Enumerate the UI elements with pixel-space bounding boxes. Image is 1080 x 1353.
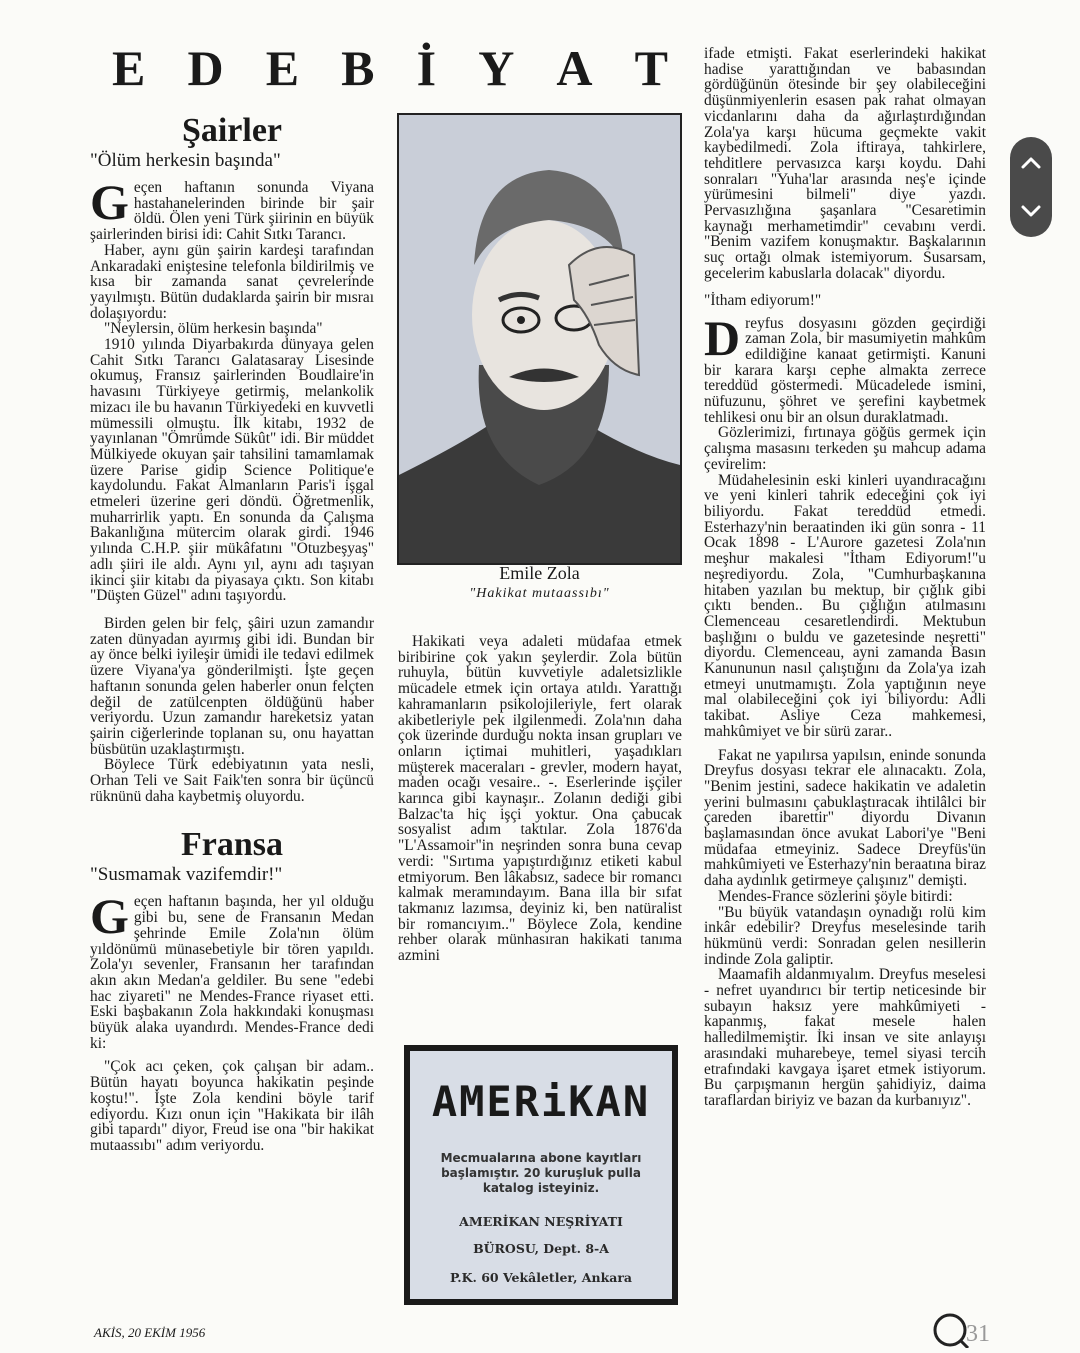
masthead-letter: İ [416,40,437,96]
issue-footer: AKİS, 20 EKİM 1956 [94,1325,206,1340]
paragraph: Fakat ne yapılırsa yapılsın, eninde sonunda Dreyfus dosyası tekrar ele alınacaktı. Zola, "Benim jestini, sadece hakikatin ve adaletin yerini bulmasını çabuklaştıracak ihtilâlci bir çareden ibarettir" diyordu Divanın başlamasından önce avukat Labori'ye "Beni müdafaa etmeyiniz. Sadece Dreyfüs'ün mahkûmiyeti ve Esterhazy'nin beraatına biraz daha aydınlık getirmeye çalışınız" demişti. [704,746,986,890]
ad-department: BÜROSU, Dept. 8-A [473,1241,609,1256]
paragraph: "Neylersin, ölüm herkesin başında" [104,320,323,338]
masthead-letter: A [556,40,593,96]
masthead-letter: E [265,40,300,96]
section-title-sairler: Şairler [181,112,283,149]
ad-title: AMERiKAN [431,1077,651,1126]
paragraph: Geçen haftanın başında, her yıl olduğu gibi bu, sene de Fransanın Medan şehrinde Emile Zola'nın ölüm yıldönümü münasebetiyle bir tören yapıldı. Zola'yı sevenler, Fransanın her tarafından akın akın Medan'a geldiler. Bu sene "edebi hac ziyareti" ne Mendes-France riyaset etti. Eski başbakanın Zola hakkındaki konuşması büyük alaka uyandırdı. Mendes-France dedi ki: [90,888,374,1052]
ad-body: Mecmualarına abone kayıtları başlamıştır. 20 kuruşluk pulla katalog isteyiniz. [440,1151,642,1195]
paragraph: ifade etmişti. Fakat eserlerindeki hakikat hadise yarattığından ve babasından gördüğünün ötesinde bir şey olabileceğini düşünmiyenlerin esasen pak rahat olmayan vicdanlarını daha da ağırlaştırdığından Zola'ya karşı hücuma geçmekte vakit kaybedilmedi. Zola iftiraya, tahkirlere, tehditlere pervasızca karşı koydu. Dahi sonraları "Yuha'lar arasında neş'e içinde yürümesini bilmeli" diye yazdı. Pervasızlığına şaşanlara "Cesaretimin kaynağı merhametimdir" cevabını verdi. "Benim vazifem konuşmaktır. Başkalarının suç ortağı olmak istemiyorum. Susarsam, gecelerim kabuslarla dolacak" diyordu. [704,45,986,282]
paragraph: Müdahelesinin eski kinleri uyandıracağını ve yeni kinleri tahrik edeceğini çok iyi biliyordu. Fakat tereddüd etmedi. Esterhazy'nin beraatinden iki gün sonra - 11 Ocak 1898 - L'Aurore gazetesi Zola'nın meşhur makalesi "İtham Ediyorum!"u neşrediyordu. Zola, "Cumhurbaşkanına hitaben yazılan bu mektup, bir çığlık gibi çıktı benden.. Bu çığlığın atılmasını Clemenceau cesaretlendirdi. Mektubun başlığını o buldu ve gazetesinde neşretti" diyordu. Clemenceau, ayni zamanda Basın Kanununun nasıl çalıştığını da Zola'ya izah etmeyi unutmamıştı. Zola yaptığının neye mal olabileceğini çok iyi biliyordu: Adli takibat. Asliye Ceza mahkemesi, mahkûmiyet ve bir sürü zarar.. [704,471,986,740]
chevron-down-icon [1010,187,1052,237]
section-subtitle: "Susmamak vazifemdir!" [90,864,283,886]
ad-address: P.K. 60 Vekâletler, Ankara [449,1270,633,1285]
subheading: "İtham ediyorum!" [704,291,822,309]
masthead-letter: Y [478,40,515,96]
drop-cap: D [704,309,741,366]
paragraph: Geçen haftanın sonunda Viyana hastahanelerinden birinde bir şair öldü. Ölen yeni Türk şiirinin en büyük şairlerinden birisi idi: Cahit Sıtkı Tarancı. [90,174,374,244]
middle-column [398,634,682,964]
paragraph: Gözlerimizi, fırtınaya göğüs germek için çalışma masasını terkeden şu mahcup adama çevirelim: [704,424,986,473]
advertisement-box [404,1045,678,1305]
paragraph: "Çok acı çeken, çok çalışan bir adam.. Bütün hayatı boyunca hakikatin peşinde koştu!". İşte Zola kendini böyle tarif ediyordu. Kızı onun için "Hakikata bir ilâh gibi tapardı" diyor, Freud ise ona "bir hakikat mutaassıbı" adım veriyordu. [90,1058,374,1154]
portrait-illustration [399,115,680,563]
paragraph: Böylece Türk edebiyatının yata nesli, Orhan Teli ve Sait Faik'ten sonra bir üçüncü rüknünü daha kaybetmiş oluyordu. [90,756,374,805]
paragraph: 1910 yılında Diyarbakırda dünyaya gelen Cahit Sıtkı Tarancı Galatasaray Lisesinde okumuş, Fransız şairlerinden Boudlaire'in havasını Türkiyeye getirmiş, melankolik mizacı ile bu havanın Türkiyedeki en kuvvetli mümessili olmuştu. İlk kitabı, 1932 de yayınlanan "Ömrümde Sükût" idi. Bir müddet Mülkiyede okuyan şair tahsilini tamamlamak üzere Parise gidip Science Politique'e kaydolundu. Fakat Almanların Paris'i işgal etmeleri üzerine geri döndü. Öğretmenlik, muharrirlik yaptı. En sonunda da Çalışma Bakanlığına mütercim olarak girdi. 1946 yılında C.H.P. şiir mükâfatını "Otuzbeşyaş" adlı şiiri ile aldı. Aynı yıl, aynı adı taşıyan ikinci şiir kitabı da piyasaya çıktı. Son kitabı "Düşten Güzel" adını taşıyordu. [90,336,374,605]
left-column [90,112,374,1154]
paragraph: Dreyfus dosyasını gözden geçirdiği zaman Zola, bir masumiyetin mahkûm edildiğine kanaat getirmişti. Kanuni bir karara karşı cephe almakta zerrece tereddüd göstermedi. Mücadelede ismini, nüfuzunu, şöhret ve şerefini kaybetmek tehlikesi onu bir an olsun duraklatmadı. [704,309,986,426]
paragraph: Mendes-France sözlerini şöyle bitirdi: [718,887,953,905]
photo-caption-name: Emile Zola [499,563,580,583]
scroll-up-button[interactable] [1010,137,1052,187]
photo-caption-subtitle: "Hakikat mutaassıbı" [469,586,610,601]
masthead-letter: T [634,40,668,96]
page-nav-widget [1010,137,1052,237]
scroll-down-button[interactable] [1010,187,1052,237]
paragraph: "Bu büyük vatandaşın oynadığı rolü kim inkâr edebilir? Dreyfus meselesinde tarih hükmünü verdi: Sonradan gelen nesillerin indinde Zola galiptir. [704,903,986,968]
masthead-letter: B [341,40,375,96]
masthead [112,40,668,96]
drop-cap: G [90,888,129,945]
chevron-up-icon [1010,137,1052,187]
ad-publisher: AMERİKAN NEŞRİYATI [459,1214,623,1229]
page-number-text: 31 [966,1321,990,1347]
paragraph: Maamafih aldanmıyalım. Dreyfus meselesi - nefret uyandırıcı bir tertip neticesinde bir subayın haksız yere mahkûmiyeti - kapanmış, fakat mesele halen halledilmemiştir. İki insan ve site anlayışı arasındaki muharebeye, temel siyasi tercih etrafındaki kavgaya işaret etmek istiyorum. Bu çarpışmanın hergün şahidiyiz, daima taraflardan biriyiz ve bazan da kurbanıyız". [704,966,986,1109]
right-column [704,46,986,1109]
page-number-mark [930,1312,990,1348]
masthead-letter: D [187,40,224,96]
masthead-letter: E [112,40,146,96]
paragraph: Birden gelen bir felç, şâiri uzun zamandır zaten dünyadan ayırmış gibi idi. Bundan bir ay önce belki iyileşir ümidi ile tedavi edilmek üzere Viyana'ya gönderilmişti. İşte geçen haftanın sonunda gelen haberler onun felçten değil de zatülcenpten öldüğünü haber veriyordu. Uzun zamandır hareketsiz yatan şairin ciğerlerinde toplanan su, onu hayattan büsbütün uzaklaştırmıştı. [90,614,374,758]
paragraph: Haber, aynı gün şairin kardeşi tarafından Ankaradaki eniştesine telefonla bildirilmiş ve kısa bir zamanda sanat çevrelerinde yayılmıştı. Bütün dudaklarda şairin bir mısraı dolaşıyordu: [90,241,374,322]
paragraph: Hakikati veya adaleti müdafaa etmek biribirine çok yakın şeylerdir. Zola bütün ruhuyla, bütün kuvvetiyle adaletsizlikle mücadele etmek için ortaya atıldı. Yarattığı kahramanların psikolojileriyle, fert olarak akibetleriyle pek ilgilenmedi. Zola'nın daha çok üzerinde durduğu nokta insan grupları ve onların içtimai muhitleri, yaşadıkları müşterek maceraları - grevler, modern hayat, maden ocağı vesaire.. -. Eserlerinde işçiler karınca gibi kaynaşır.. Zolanın dediği gibi Balzac'ta hiç işçi yoktur. Ona çabucak sosyalist adım taktılar. Zola 1876'da "L'Assamoir"in neşrinden sonra buna cevap verdi: "Sırtıma yapıştırdığınız etiketi kabul etmiyorum. Ben lâkabsız, sadece bir romancı kalmak meramındayım. Bana illa bir sıfat takmanız lazımsa, deyiniz ki, ben natüralist bir romancıyım.." Böylece Zola, kendine rehber olarak münhasıran hakikati tanıma azmini [398,633,682,965]
section-title-fransa: Fransa [181,826,283,864]
page-number [930,1312,990,1348]
portrait-photo [397,113,682,565]
drop-cap: G [90,174,129,230]
section-subtitle: "Ölüm herkesin başında" [90,150,281,171]
